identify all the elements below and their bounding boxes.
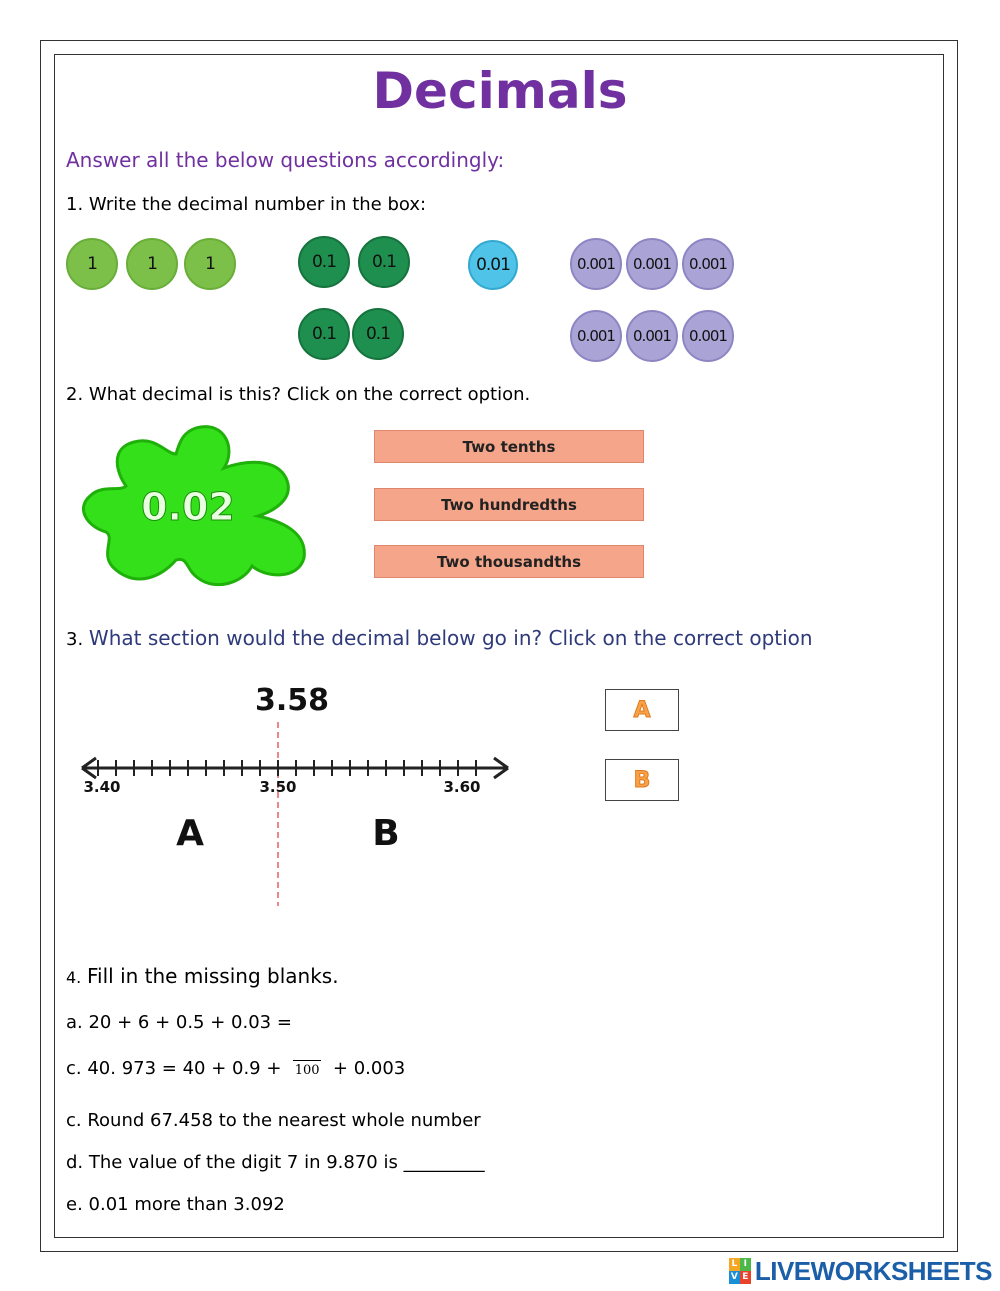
q4-item-c1 xyxy=(66,1058,405,1079)
splat-value: 0.02 xyxy=(141,485,235,529)
disc-tenths: 0.1 xyxy=(298,308,350,360)
disc-tenths: 0.1 xyxy=(352,308,404,360)
disc-thousandths: 0.001 xyxy=(626,310,678,362)
q4-item-e: e. 0.01 more than 3.092 xyxy=(66,1194,285,1215)
q4-item-c2: c. Round 67.458 to the nearest whole number xyxy=(66,1110,481,1131)
disc-ones: 1 xyxy=(66,238,118,290)
q3-number: 3. xyxy=(66,629,84,650)
q3-option-b[interactable]: B xyxy=(605,759,679,801)
q3-prompt: What section would the decimal below go in? Click on the correct option xyxy=(88,626,813,650)
tick-label-3.40: 3.40 xyxy=(83,778,121,796)
q4-item-d: d. The value of the digit 7 in 9.870 is _________ xyxy=(66,1152,485,1173)
q4-prompt-line xyxy=(66,964,339,988)
fraction-blank xyxy=(293,1060,321,1078)
liveworksheets-logo xyxy=(729,1256,992,1286)
disc-hundredths: 0.01 xyxy=(468,240,518,290)
disc-ones: 1 xyxy=(126,238,178,290)
disc-ones: 1 xyxy=(184,238,236,290)
q3-option-a[interactable]: A xyxy=(605,689,679,731)
tick-label-3.60: 3.60 xyxy=(443,778,481,796)
q4-c1-left: c. 40. 973 = 40 + 0.9 + xyxy=(66,1058,282,1079)
logo-text: LIVEWORKSHEETS xyxy=(754,1255,992,1286)
disc-thousandths: 0.001 xyxy=(682,238,734,290)
q4-c1-right: + 0.003 xyxy=(332,1058,406,1079)
q4-prompt: Fill in the missing blanks. xyxy=(87,964,339,988)
q2-option-two-hundredths[interactable]: Two hundredths xyxy=(374,488,644,521)
fraction-bar xyxy=(293,1060,321,1061)
green-splat-image xyxy=(76,420,316,590)
disc-thousandths: 0.001 xyxy=(570,310,622,362)
disc-tenths: 0.1 xyxy=(298,236,350,288)
section-label-b: B xyxy=(372,813,400,854)
q4-item-a: a. 20 + 6 + 0.5 + 0.03 = xyxy=(66,1012,292,1033)
q1-prompt: 1. Write the decimal number in the box: xyxy=(66,194,427,215)
page-title: Decimals xyxy=(372,62,628,120)
q2-option-two-tenths[interactable]: Two tenths xyxy=(374,430,644,463)
q2-prompt: 2. What decimal is this? Click on the correct option. xyxy=(66,384,531,405)
section-label-a: A xyxy=(176,813,204,854)
q4-number: 4. xyxy=(66,968,82,987)
instruction-text: Answer all the below questions accordingly: xyxy=(66,148,505,172)
logo-mark-icon: L I V E xyxy=(729,1258,751,1284)
fraction-denominator: 100 xyxy=(294,1063,320,1078)
q3-prompt-line xyxy=(66,626,813,650)
disc-thousandths: 0.001 xyxy=(626,238,678,290)
disc-tenths: 0.1 xyxy=(358,236,410,288)
q2-option-two-thousandths[interactable]: Two thousandths xyxy=(374,545,644,578)
marker-value: 3.58 xyxy=(254,683,330,718)
tick-label-3.50: 3.50 xyxy=(259,778,297,796)
disc-thousandths: 0.001 xyxy=(682,310,734,362)
disc-thousandths: 0.001 xyxy=(570,238,622,290)
number-line-diagram xyxy=(76,670,526,910)
